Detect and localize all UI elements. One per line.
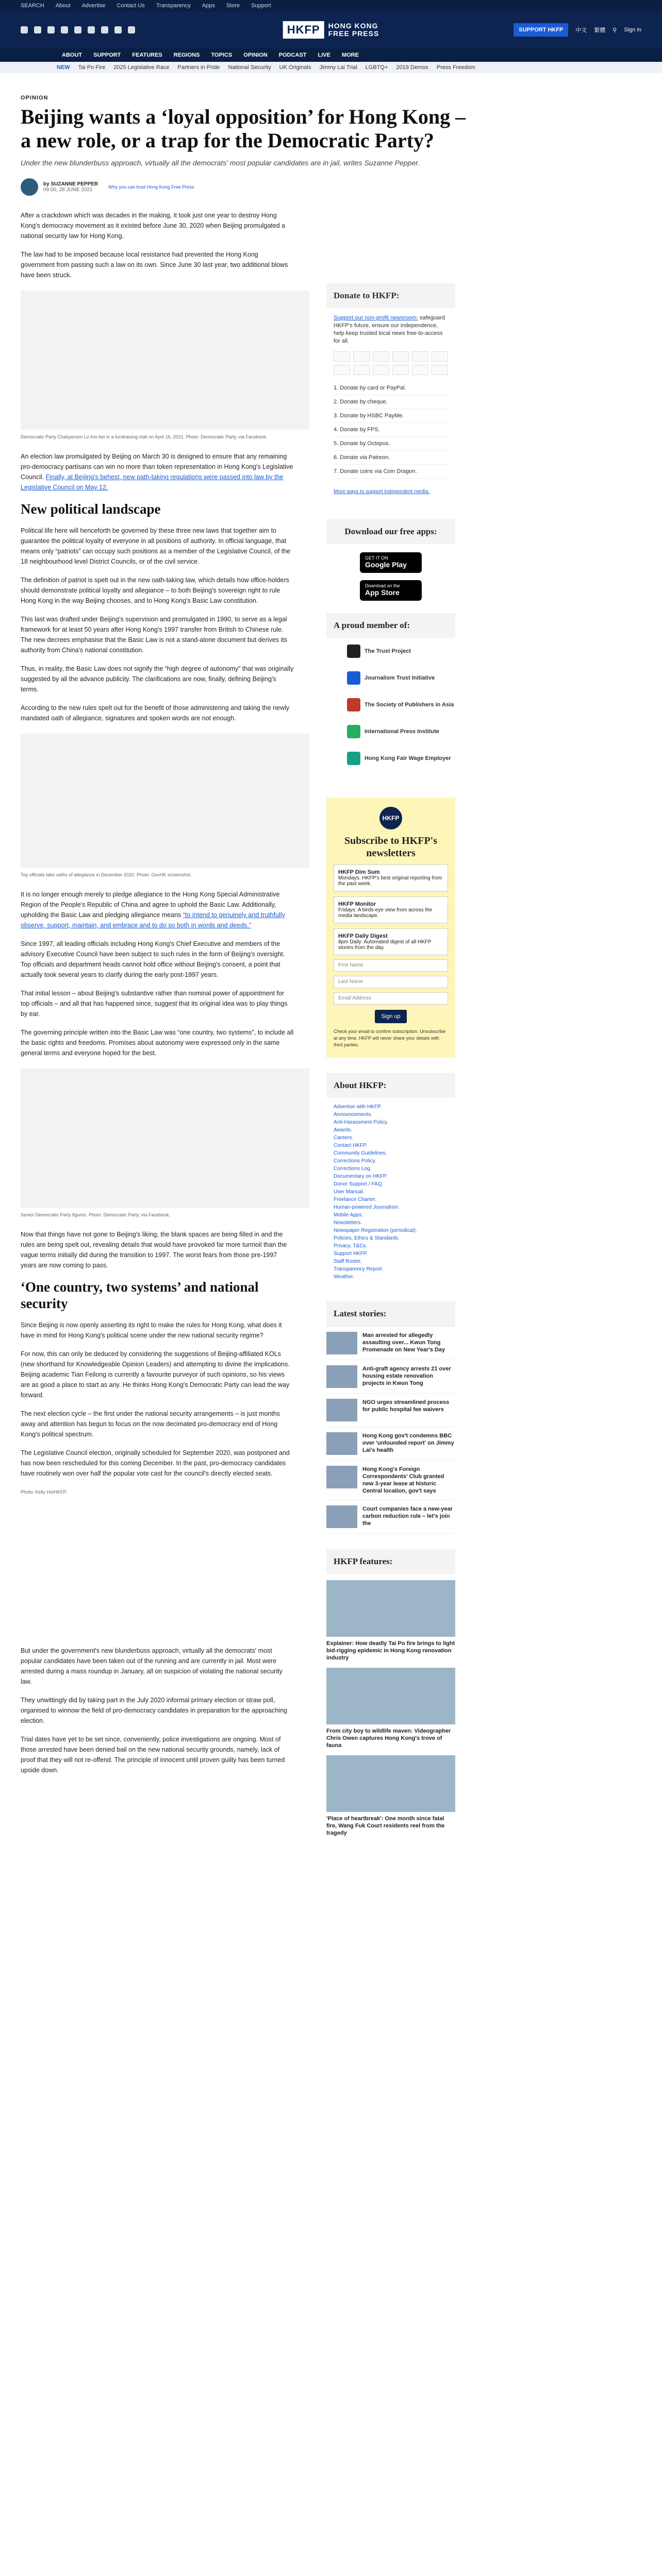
article-subtitle: Under the new blunderbuss approach, virtually all the democrats' most popular candidates are in jail, writes Suzanne Pepper. [21, 159, 420, 167]
article-image [21, 1069, 309, 1208]
story-thumbnail [326, 1505, 357, 1528]
top-utility-bar [0, 0, 662, 11]
paragraph: According to the new rules spelt out for the benefit of those administering and taking the newly mandated oath of allegiance, signatures and spoken words are not enough. [21, 704, 290, 722]
story-thumbnail [326, 1399, 357, 1421]
paragraph: But under the government's new blunderbuss approach, virtually all the democrats' most popular candidates have been taken out of the running and are currently in jail. Most were arrested during a mass roundup in January, all on suspicion of violating the national security law. [21, 1647, 283, 1685]
email-input[interactable]: Email Address [334, 992, 448, 1005]
donate-option[interactable]: 6. Donate via Patreon. [334, 451, 448, 465]
image-caption: Photo: Kelly Ho/HKFP. [21, 1489, 67, 1495]
linkedin-icon[interactable] [74, 26, 81, 33]
store-link[interactable]: Store [226, 3, 240, 9]
paragraph: Thus, in reality, the Basic Law does not signify the “high degree of autonomy” that was originally suggested by all the advance publicity. The clarifications are now, finally, defining Beijing's terms. [21, 665, 294, 693]
google-play-button[interactable] [360, 552, 422, 573]
about-link[interactable]: Community Guidelines. [334, 1150, 387, 1156]
apple-pay-icon [412, 351, 428, 362]
member-panel [326, 613, 455, 772]
feature-item[interactable]: 'Place of heartbreak': One month since fatal fire, Wang Fuk Court residents reel from the tragedy [326, 1755, 455, 1837]
donate-option[interactable]: 2. Donate by cheque. [334, 395, 448, 409]
payment-methods [326, 351, 455, 375]
paragraph: That initial lesson – about Beijing's substantive rather than nominal power of appointment for top officials – and all that has happened since, suggest that its original idea was to play things by ear. [21, 990, 288, 1018]
payme-icon [353, 365, 370, 375]
about-link[interactable]: Donor Support / FAQ. [334, 1181, 384, 1187]
feature-item[interactable]: From city boy to wildlife maven: Videographer Chris Owen captures Hong Kong's trove of fauna [326, 1668, 455, 1749]
facebook-icon[interactable] [21, 26, 28, 33]
story-item[interactable]: Man arrested for allegedly assaulting over... Kwun Tong Promenade on New Year's Day [326, 1327, 455, 1360]
support-hkfp-button[interactable]: SUPPORT HKFP [514, 23, 568, 37]
trust-project-icon [347, 645, 360, 658]
apps-link[interactable]: Apps [202, 3, 215, 9]
article-body [21, 210, 294, 1784]
inline-link[interactable]: “to intend to genuinely and truthfully observe, support, maintain, and embrace and to do so both in words and deeds.” [21, 911, 285, 929]
feature-image [326, 1755, 455, 1812]
paragraph: This last was drafted under Beijing's supervision and promulgated in 1990, to serve as a legal framework for at least 50 years after Hong Kong's 1997 transfer from British to Chinese rule. The new decrees emphasise that the Basic Law is not a stand-alone document but derives its authority from China's national constitution. [21, 616, 287, 654]
about-link[interactable]: Advertise with HKFP. [334, 1104, 382, 1110]
paragraph: Trial dates have yet to be set since, conveniently, police investigations are ongoing. Most of those arrested have been denied bail on the new national security grounds, namely, lack of proof that they will not re-offend. The principle of innocent until proven guilty has been turned upside down. [21, 1736, 285, 1774]
image-caption: Top officials take oaths of allegiance in December 2020. Photo: GovHK screenshot. [21, 872, 192, 877]
about-link[interactable]: Announcements. [334, 1112, 373, 1117]
about-link[interactable]: Staff Roster. [334, 1259, 362, 1264]
nav-features[interactable]: FEATURES [132, 52, 162, 58]
trending-item[interactable]: National Security [228, 64, 271, 71]
about-link[interactable]: Support HKFP. [334, 1251, 368, 1257]
paragraph: An election law promulgated by Beijing on March 30 is designed to ensure that any remaining pro-democracy partisans can win no more than token representation in Hong Kong's Legislative Council. [21, 453, 293, 481]
main-nav [0, 48, 662, 62]
donate-panel [326, 283, 455, 499]
trending-label: NEW [57, 64, 70, 71]
gplay-small: GET IT ON [365, 555, 388, 561]
latest-stories-panel [326, 1301, 455, 1534]
transparency-link[interactable]: Transparency [156, 3, 191, 9]
trending-item[interactable]: UK Originals [279, 64, 311, 71]
amex-icon [373, 351, 389, 362]
story-item[interactable]: Hong Kong gov't condemns BBC over 'unfounded report' on Jimmy Lai's health [326, 1427, 455, 1461]
cheque-icon [412, 365, 428, 375]
about-link[interactable]: Corrections Policy. [334, 1158, 376, 1164]
inline-link[interactable]: Finally, at Beijing's behest, new path-taking regulations were passed into law by the Legislative Council on May 12. [21, 473, 284, 491]
about-title: About HKFP: [326, 1073, 455, 1098]
donate-option[interactable]: 1. Donate by card or PayPal. [334, 381, 448, 395]
story-thumbnail [326, 1466, 357, 1488]
gplay-label: Google Play [365, 561, 407, 569]
nav-support[interactable]: SUPPORT [93, 52, 121, 58]
story-thumbnail [326, 1432, 357, 1455]
trending-item[interactable]: Partners in Pride [177, 64, 220, 71]
features-panel [326, 1549, 455, 1837]
paragraph: The definition of patriot is spelt out in the new oath-taking law, which details how office-holders should demonstrate political loyalty and allegiance – to both Beijing's sovereign right to rule Hong Kong in the way Beijing chooses, and to Hong Kong's Basic Law constitution. [21, 577, 289, 604]
nav-topics[interactable]: TOPICS [211, 52, 233, 58]
newsletter-note: Check your email to confirm subscription. Unsubscribe at any time. HKFP will never share your details with third parties. [334, 1029, 446, 1047]
bluesky-icon[interactable] [88, 26, 95, 33]
google-pay-icon [432, 351, 448, 362]
about-link[interactable]: Careers. [334, 1135, 354, 1141]
about-panel [326, 1073, 455, 1286]
section-heading: New political landscape [21, 501, 161, 517]
author-name[interactable]: by SUZANNE PEPPER [43, 181, 98, 187]
paragraph: The Legislative Council election, originally scheduled for September 2020, was postponed and has now been rescheduled for this coming December. In the past, pro-democracy candidates have routinely won over half the popular vote cast for the council's directly elected seats. [21, 1449, 290, 1477]
paragraph: The next election cycle – the first under the national security arrangements – is just months away and attention has begun to focus on the now decimated pro-democracy end of Hong Kong's political spectrum. [21, 1410, 280, 1438]
about-link[interactable]: Documentary on HKFP. [334, 1174, 388, 1179]
octopus-icon [373, 365, 389, 375]
support-link[interactable]: Support [251, 3, 271, 9]
email-icon[interactable] [114, 26, 122, 33]
article-image [21, 734, 309, 868]
donate-option[interactable]: 7. Donate coins via Coin Dragon. [334, 465, 448, 479]
lang-trad-link[interactable]: 繁體 [594, 27, 606, 33]
section-heading: ‘One country, two systems’ and national security [21, 1279, 259, 1311]
logo-line-2: FREE PRESS [328, 29, 379, 38]
signup-button[interactable]: Sign up [375, 1010, 406, 1023]
donate-link[interactable]: Support our non-profit newsroom: [334, 315, 418, 321]
coin-icon [432, 365, 448, 375]
story-item[interactable]: Hong Kong's Foreign Correspondents' Club granted new 3-year lease at historic Central location, gov't says [326, 1461, 455, 1500]
paragraph: They unwittingly did by taking part in the July 2020 informal primary election or straw poll, organised to winnow the field of pro-democracy candidates in preparation for the approaching election. [21, 1697, 287, 1724]
last-name-input[interactable]: Last Name [334, 976, 448, 988]
paragraph: After a crackdown which was decades in the making, it took just one year to destroy Hong Kong's democracy movement as it existed before June 30, 2020 when Beijing promulgated a national security law for Hong Kong. [21, 212, 286, 240]
nav-podcast[interactable]: PODCAST [278, 52, 307, 58]
paragraph: The law had to be imposed because local resistance had prevented the Hong Kong government from passing such a law on its own. Since June 30 last year, two additional blows have been struck. [21, 251, 288, 279]
about-link[interactable]: User Manual. [334, 1189, 365, 1195]
paragraph: Since 1997, all leading officials including Hong Kong's Chief Executive and members of the advisory Executive Council have been subject to such rules in the form of Beijing's oversight. Top officials and department heads cannot hold office without Beijing's consent, a point that actually took several years to clarify during the early post-1997 years. [21, 940, 285, 978]
member-logo[interactable]: Journalism Trust Initiative [326, 665, 455, 691]
visa-icon [353, 351, 370, 362]
donate-text: safeguard HKFP's future, ensure our independence, help keep trusted local news free-to-access for all. [334, 315, 445, 344]
more-ways-link[interactable]: More ways to support independent media. [334, 489, 430, 495]
about-link[interactable]: Freelance Charter. [334, 1197, 376, 1202]
instagram-icon[interactable] [47, 26, 55, 33]
donation-options [326, 375, 455, 485]
search-link[interactable]: SEARCH [21, 3, 44, 9]
about-link[interactable]: Corrections Log. [334, 1166, 372, 1172]
member-logo[interactable]: Hong Kong Fair Wage Employer [326, 745, 455, 772]
youtube-icon[interactable] [101, 26, 108, 33]
nav-opinion[interactable]: OPINION [243, 52, 268, 58]
fps-icon [334, 365, 350, 375]
jti-icon [347, 671, 360, 685]
article-image [21, 291, 309, 430]
about-link[interactable]: Newspaper Registration (periodical). [334, 1228, 417, 1233]
nav-live[interactable]: LIVE [318, 52, 330, 58]
image-caption: Democratic Party Chairperson Lo Kin-hei in a fundraising stall on April 16, 2021. Photo: Democratic Party, via Facebook. [21, 434, 268, 439]
image-caption: Senior Democratic Party figures. Photo: Democratic Party, via Facebook. [21, 1212, 170, 1217]
threads-icon[interactable] [61, 26, 68, 33]
about-link[interactable]: About [55, 3, 71, 9]
appstore-small: Download on the [365, 583, 400, 588]
about-link[interactable]: Mobile Apps. [334, 1212, 363, 1218]
contact-link[interactable]: Contact Us [117, 3, 145, 9]
lang-zh-link[interactable]: 中文 [575, 27, 587, 33]
donate-option[interactable]: 5. Donate by Octopus. [334, 437, 448, 451]
newsletter-logo: HKFP [379, 807, 402, 829]
story-thumbnail [326, 1365, 357, 1388]
paragraph: It is no longer enough merely to pledge allegiance to the Hong Kong Special Administrative Region of the People's Republic of China and agree to uphold the Basic Law. Additionally, upholding the Basic Law and pledging allegiance means [21, 891, 280, 919]
trending-item[interactable]: LGBTQ+ [365, 64, 388, 71]
trust-link[interactable]: Why you can trust Hong Kong Free Press [108, 184, 194, 190]
patreon-icon [392, 365, 409, 375]
trending-item[interactable]: 2025 Legislative Race [113, 64, 170, 71]
paragraph: Since Beijing is now openly asserting its right to make the rules for Hong Kong, what does it have in mind for Hong Kong's political scene under the new national security regime? [21, 1321, 282, 1339]
trending-item[interactable]: 2019 Demos [396, 64, 428, 71]
article-image [21, 1506, 309, 1646]
section-label[interactable]: OPINION [21, 95, 48, 101]
mastercard-icon [334, 351, 350, 362]
trending-item[interactable]: Press Freedom [436, 64, 475, 71]
logo-mark: HKFP [283, 21, 324, 39]
features-title: HKFP features: [326, 1549, 455, 1574]
feature-image [326, 1668, 455, 1724]
trending-bar [0, 62, 662, 73]
ipi-icon [347, 725, 360, 738]
paypal-icon [392, 351, 409, 362]
publish-date: 09:00, 28 JUNE 2021 [43, 187, 93, 193]
apps-panel [326, 519, 455, 601]
article-title: Beijing wants a ‘loyal opposition’ for Hong Kong – a new role, or a trap for the Democratic Party? [21, 105, 466, 152]
paragraph: For now, this can only be deduced by considering the suggestions of Beijing-affiliated KOLs (new shorthand for Knowledgeable Opinion Leaders) and attempting to divine the implications. Beijing academic Tian Feilong is currently a favourite purveyor of such opinions, so his views are as good a place to start as any. He thinks Hong Kong's Democratic Party can lead the way forward. [21, 1350, 290, 1399]
first-name-input[interactable]: First Name [334, 959, 448, 972]
appstore-label: App Store [365, 588, 400, 597]
search-icon[interactable]: ⚲ [613, 27, 617, 33]
about-link[interactable]: Weather. [334, 1274, 354, 1280]
apps-title: Download our free apps: [326, 519, 455, 544]
about-link[interactable]: Awards. [334, 1127, 352, 1133]
author-avatar[interactable] [21, 178, 38, 196]
about-link[interactable]: Contact HKFP. [334, 1143, 368, 1148]
advertise-link[interactable]: Advertise [81, 3, 106, 9]
story-item[interactable]: NGO urges streamlined process for public hospital fee waivers [326, 1394, 455, 1427]
about-link[interactable]: Anti-Harassment Policy. [334, 1120, 388, 1125]
site-header [0, 11, 662, 48]
trending-item[interactable]: Tai Po Fire [78, 64, 106, 71]
sidebar [326, 283, 455, 1837]
donate-option[interactable]: 4. Donate by FPS. [334, 423, 448, 437]
fair-wage-icon [347, 752, 360, 765]
member-title: A proud member of: [326, 613, 455, 638]
trending-item[interactable]: Jimmy Lai Trial [319, 64, 357, 71]
nav-about[interactable]: ABOUT [62, 52, 82, 58]
member-logo[interactable]: The Society of Publishers in Asia [326, 691, 455, 718]
byline [21, 178, 641, 196]
sopa-icon [347, 698, 360, 711]
newsletter-panel [326, 798, 455, 1058]
nav-regions[interactable]: REGIONS [173, 52, 200, 58]
story-item[interactable]: Anti-graft agency arrests 21 over housing estate renovation projects in Kwun Tong [326, 1360, 455, 1394]
feature-image [326, 1580, 455, 1637]
newsletter-option[interactable]: HKFP Dim Sum Mondays: HKFP's best original reporting from the past week. [334, 865, 448, 891]
newsletter-title: Subscribe to HKFP's newsletters [344, 835, 437, 859]
nav-more[interactable]: MORE [341, 52, 359, 58]
feature-item[interactable]: Explainer: How deadly Tai Po fire brings to light bid-rigging epidemic in Hong Kong renovation industry [326, 1580, 455, 1662]
about-link[interactable]: Newsletters. [334, 1220, 362, 1226]
rss-icon[interactable] [128, 26, 135, 33]
newsletter-option[interactable]: HKFP Monitor Fridays: A birds-eye view from across the media landscape. [334, 896, 448, 923]
about-link[interactable]: Policies, Ethics & Standards. [334, 1235, 400, 1241]
site-logo[interactable] [283, 21, 379, 39]
about-link[interactable]: Human-powered Journalism. [334, 1205, 400, 1210]
story-item[interactable]: Court companies face a new-year carbon reduction rule – let's join the [326, 1500, 455, 1534]
donate-option[interactable]: 3. Donate by HSBC PayMe. [334, 409, 448, 423]
x-icon[interactable] [34, 26, 41, 33]
social-links [21, 26, 135, 33]
member-logo[interactable]: The Trust Project [326, 638, 455, 665]
story-thumbnail [326, 1332, 357, 1354]
app-store-button[interactable] [360, 580, 422, 601]
paragraph: Political life here will henceforth be governed by these three new laws that together aim to guarantee the political loyalty of everyone in all positions of authority. In official language, that means only “patriots” can occupy such positions as a member of the Legislative Council, of the 18 neighbourhood level District Councils, or of the civil service. [21, 527, 291, 565]
member-logo[interactable]: International Press Institute [326, 718, 455, 745]
sign-in-link[interactable]: Sign in [624, 27, 641, 33]
article-header [21, 95, 641, 196]
about-link[interactable]: Privacy, T&Cs. [334, 1243, 368, 1249]
logo-line-1: HONG KONG [328, 22, 378, 30]
latest-title: Latest stories: [326, 1301, 455, 1327]
paragraph: Now that things have not gone to Beijing's liking, the blank spaces are being filled in and the rules are being spelt out, revealing details that would have provoked far more turmoil than the vague terms initially did during the transition to 1997. The worst fears from those pre-1997 years are now coming to pass. [21, 1231, 287, 1269]
paragraph: The governing principle written into the Basic Law was “one country, two systems”, to include all the basic rights and freedoms. Promises about autonomy were expressed only in the same general terms and everyone hoped for the best. [21, 1029, 294, 1057]
donate-title: Donate to HKFP: [326, 283, 455, 308]
about-link[interactable]: Transparency Report. [334, 1266, 384, 1272]
newsletter-option[interactable]: HKFP Daily Digest 8pm Daily: Automated digest of all HKFP stories from the day. [334, 928, 448, 955]
